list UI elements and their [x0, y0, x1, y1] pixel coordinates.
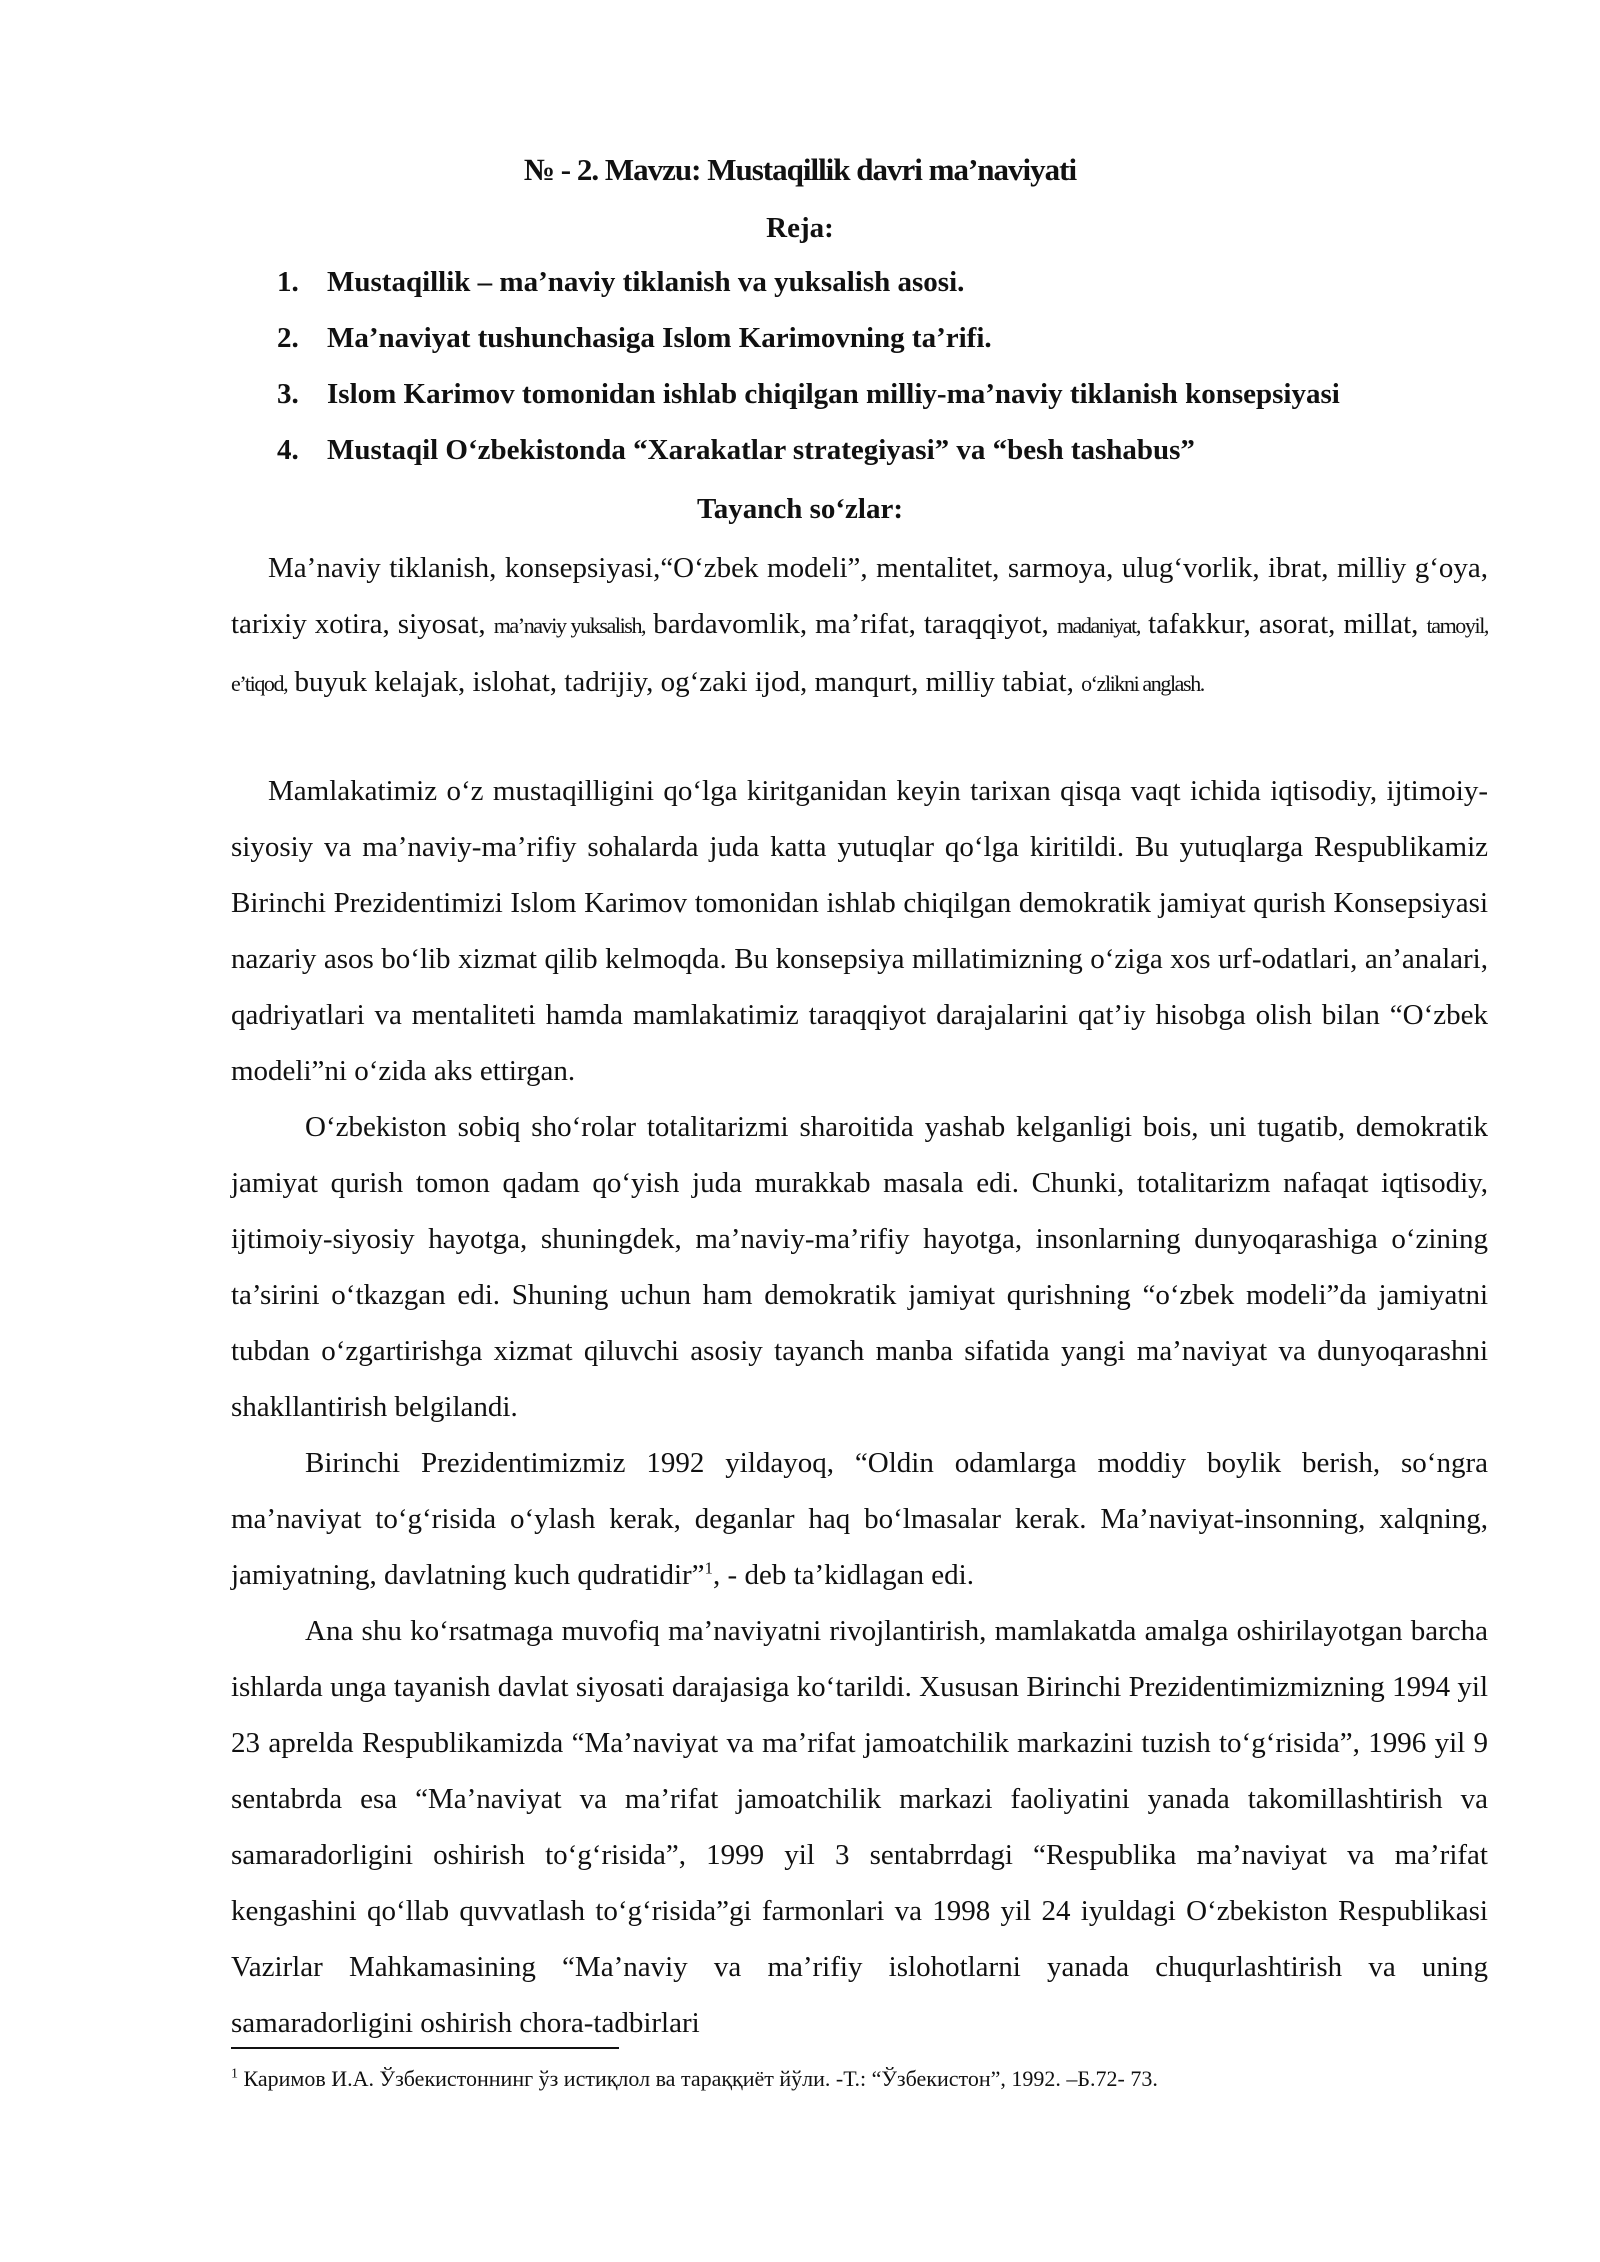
- plan-list: [277, 266, 1340, 490]
- keywords-paragraph: [231, 540, 1488, 712]
- plan-item-number: 2.: [277, 322, 299, 354]
- keywords-text: buyuk kelajak, islohat, tadrijiy, og‘zaki ijod, manqurt, milliy tabiat,: [287, 666, 1082, 698]
- paragraph-text: O‘zbekiston sobiq sho‘rolar totalitarizmi sharoitida yashab kelganligi bois, uni tugatib, demokratik jamiyat qurish tomon qadam qo‘yish juda murakkab masala edi. Chunki, totalitarizm nafaqat iqtisodiy, ijtimoiy-siyosiy hayotga, shuningdek, ma’naviy-ma’rifiy hayotga, insonlarning dunyoqarashiga o‘zining ta’sirini o‘tkazgan edi. Shuning uchun ham demokratik jamiyat qurishning “o‘zbek modeli”da jamiyatni tubdan o‘zgartirishga xizmat qiluvchi asosiy tayanch manba sifatida yangi ma’naviyat va dunyoqarashni shakllantirish belgilandi.: [231, 1111, 1488, 1423]
- footnote-separator: [231, 2047, 619, 2049]
- plan-item-text: Islom Karimov tomonidan ishlab chiqilgan milliy-ma’naviy tiklanish konsepsiyasi: [327, 378, 1340, 410]
- keywords-small-text: tamoyil, e’tiqod,: [231, 613, 1489, 696]
- footnote-reference[interactable]: 1: [704, 1558, 714, 1578]
- plan-item-number: 4.: [277, 434, 299, 466]
- body-paragraph-3: [231, 1435, 1488, 1603]
- plan-item-text: Ma’naviyat tushunchasiga Islom Karimovning ta’rifi.: [327, 322, 992, 354]
- paragraph-text: Birinchi Prezidentimizmiz 1992 yildayoq, “Oldin odamlarga moddiy boylik berish, so‘ngra ma’naviyat to‘g‘risida o‘ylash kerak, deganlar haq bo‘lmasalar kerak. Ma’naviyat-insonning, xalqning, jamiyatning, davlatning kuch qudratidir”: [231, 1447, 1488, 1591]
- footnote-marker: 1: [231, 2066, 238, 2082]
- keywords-text: bardavomlik, ma’rifat, taraqqiyot,: [645, 608, 1057, 640]
- plan-item-text: Mustaqil O‘zbekistonda “Xarakatlar strategiyasi” va “besh tashabus”: [327, 434, 1195, 466]
- plan-item-text: Mustaqillik – ma’naviy tiklanish va yuksalish asosi.: [327, 266, 965, 298]
- footnote-text: Каримов И.А. Ўзбекистоннинг ўз истиқлол ва тараққиёт йўли. -Т.: “Ўзбекистон”, 1992. –Б.72- 73.: [238, 2066, 1158, 2091]
- keywords-small-text: ma’naviy yuksalish,: [493, 613, 646, 638]
- plan-item-number: 3.: [277, 378, 299, 410]
- plan-item: [277, 378, 1340, 434]
- keywords-heading: Tayanch so‘zlar:: [697, 493, 903, 525]
- keywords-text: Ma’naviy tiklanish, konsepsiyasi,“O‘zbek modeli”, mentalitet, sarmoya, ulug‘vorlik, ibrat, milliy g‘oya, tarixiy xotira, siyosat,: [231, 552, 1488, 640]
- footnote: [231, 2066, 1158, 2092]
- plan-item: [277, 434, 1340, 490]
- paragraph-text: Mamlakatimiz o‘z mustaqilligini qo‘lga kiritganidan keyin tarixan qisqa vaqt ichida iqtisodiy, ijtimoiy-siyosiy va ma’naviy-ma’rifiy sohalarda juda katta yutuqlar qo‘lga kiritildi. Bu yutuqlarga Respublikamiz Birinchi Prezidentimizi Islom Karimov tomonidan ishlab chiqilgan demokratik jamiyat qurish Konsepsiyasi nazariy asos bo‘lib xizmat qilib kelmoqda. Bu konsepsiya millatimizning o‘ziga xos urf-odatlari, an’analari, qadriyatlari va mentaliteti hamda mamlakatimiz taraqqiyot darajalarini qat’iy hisobga olish bilan “O‘zbek modeli”ni o‘zida aks ettirgan.: [231, 775, 1488, 1087]
- keywords-small-text: madaniyat,: [1056, 613, 1140, 638]
- plan-item: [277, 266, 1340, 322]
- plan-item: [277, 322, 1340, 378]
- page-title: № - 2. Mavzu: Mustaqillik davri ma’naviyati: [523, 152, 1077, 187]
- keywords-text: tafakkur, asorat, millat,: [1139, 608, 1427, 640]
- body-paragraph-1: [231, 763, 1488, 1099]
- plan-item-number: 1.: [277, 266, 299, 298]
- body-paragraph-4: [231, 1603, 1488, 2051]
- body-paragraph-2: [231, 1099, 1488, 1435]
- paragraph-text: , - deb ta’kidlagan edi.: [713, 1559, 974, 1591]
- plan-heading: Reja:: [766, 212, 834, 244]
- keywords-small-text: o‘zlikni anglash.: [1081, 671, 1204, 696]
- paragraph-text: Ana shu ko‘rsatmaga muvofiq ma’naviyatni rivojlantirish, mamlakatda amalga oshirilayotgan barcha ishlarda unga tayanish davlat siyosati darajasiga ko‘tarildi. Xususan Birinchi Prezidentimizmizning 1994 yil 23 aprelda Respublikamizda “Ma’naviyat va ma’rifat jamoatchilik markazini tuzish to‘g‘risida”, 1996 yil 9 sentabrda esa “Ma’naviyat va ma’rifat jamoatchilik markazi faoliyatini yanada takomillashtirish va samaradorligini oshirish to‘g‘risida”, 1999 yil 3 sentabrrdagi “Respublika ma’naviyat va ma’rifat kengashini qo‘llab quvvatlash to‘g‘risida”gi farmonlari va 1998 yil 24 iyuldagi O‘zbekiston Respublikasi Vazirlar Mahkamasining “Ma’naviy va ma’rifiy islohotlarni yanada chuqurlashtirish va uning samaradorligini oshirish chora-tadbirlari: [231, 1615, 1488, 2039]
